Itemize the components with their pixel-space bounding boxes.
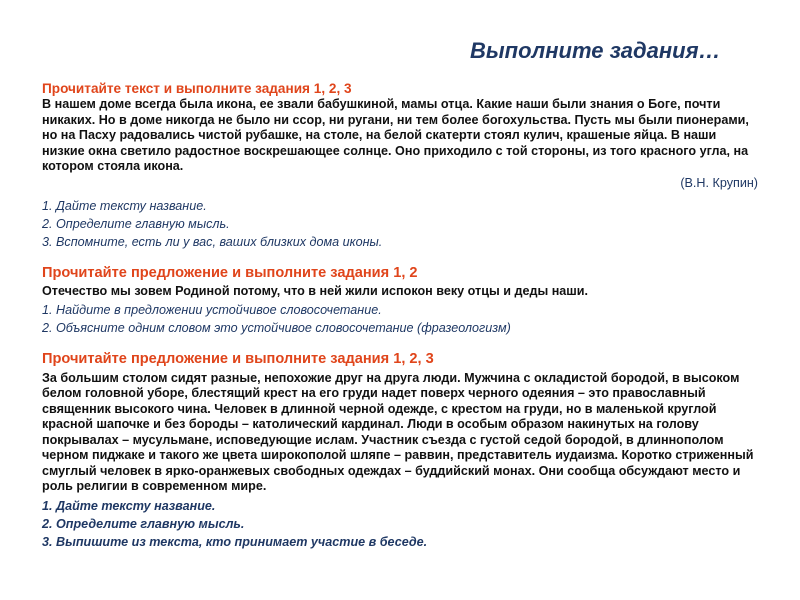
section3-text: За большим столом сидят разные, непохожие друг на друга люди. Мужчина с окладистой бородой, в высоком белом головной уборе, блестящий крест на его груди надет поверх черного одеяния – это православный священник высокого чина. Человек в длинной черной одежде, с крестом на груди, но в маленькой круглой красной шапочке и без бороды – католический кардинал. Люди в особым образом накинутых на голову покрывалах – мусульмане, исповедующие ислам. Участник съезда с густой седой бородой, в длиннополом черном пиджаке и такого же цвета широкополой шляпе – раввин, представитель иудаизма. Коротко стриженный смуглый человек в ярко-оранжевых свободных одеждах – буддийский монах. Они сообща обсуждают место и роль религии в современном мире. [42,370,754,493]
section1-heading: Прочитайте текст и выполните задания 1, 2, 3 [42,81,352,96]
section3-task-3: 3. Выпишите из текста, кто принимает участие в беседе. [42,534,428,549]
section1-task-3: 3. Вспомните, есть ли у вас, ваших близких дома иконы. [42,234,383,249]
slide-title: Выполните задания… [470,38,721,63]
section1-task-2: 2. Определите главную мысль. [42,216,230,231]
section1-text: В нашем доме всегда была икона, ее звали бабушкиной, мамы отца. Какие наши были знания о Боге, почти никаких. Но в доме никогда не было ни ссор, ни ругани, ни тем более богохульства. Пусть мы были пионерами, но на Пасху радовались чистой рубашке, на столе, на белой скатерти стоял кулич, крашеные яйца. В наши низкие окна светило радостное воскрешающее солнце. Оно приходило с той стороны, из того красного угла, на котором стояла икона. [42,97,749,173]
slide-content [42,80,758,551]
section2-heading: Прочитайте предложение и выполните задания 1, 2 [42,264,418,281]
section3-heading: Прочитайте предложение и выполните задания 1, 2, 3 [42,350,434,367]
section2-task-1: 1. Найдите в предложении устойчивое словосочетание. [42,302,382,317]
section1-task-1: 1. Дайте тексту название. [42,198,207,213]
section2-task-2: 2. Объясните одним словом это устойчивое словосочетание (фразеологизм) [42,320,511,335]
section3-task-2: 2. Определите главную мысль. [42,516,245,531]
section1-author: (В.Н. Крупин) [680,175,758,190]
section2-text: Отечество мы зовем Родиной потому, что в ней жили испокон веку отцы и деды наши. [42,283,589,298]
section3-task-1: 1. Дайте тексту название. [42,498,216,513]
